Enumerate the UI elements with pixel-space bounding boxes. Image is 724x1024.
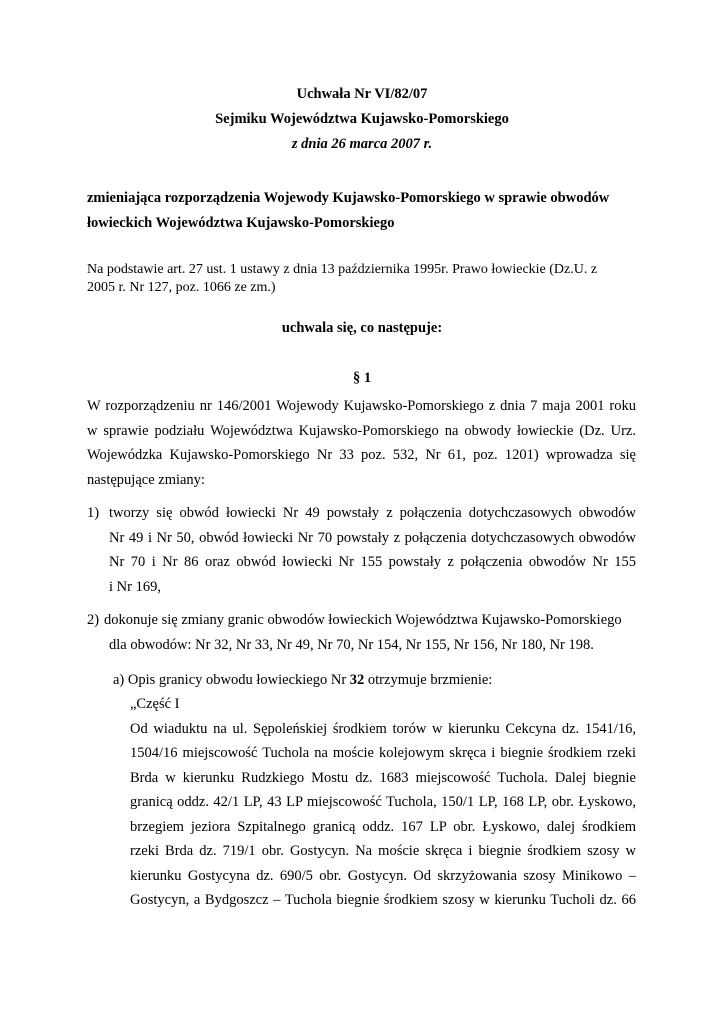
description-line: brzegiem jeziora Szpitalnego granicą oddz. 167 LP obr. Łyskowo, dalej środkiem — [130, 818, 636, 835]
item-2-marker: 2) — [87, 612, 100, 628]
description-line: granicą oddz. 42/1 LP, 43 LP miejscowość Tuchola, 150/1 LP, 168 LP, obr. Łyskowo, — [130, 794, 636, 810]
section-heading: § 1 — [352, 370, 372, 386]
intro-line: Wojewódzka Kujawsko-Pomorskiego Nr 33 poz. 532, Nr 61, poz. 1201) wprowadza się — [87, 447, 636, 463]
intro-line: w sprawie podziału Województwa Kujawsko-Pomorskiego na obwody łowieckie (Dz. Urz. — [87, 422, 636, 439]
description-line: 1504/16 miejscowość Tuchola na moście kolejowym skręca i biegnie środkiem rzeki — [130, 745, 636, 761]
resolution-subject — [87, 186, 647, 235]
item-line: dokonuje się zmiany granic obwodów łowieckich Województwa Kujawsko-Pomorskiego — [104, 612, 622, 628]
legal-basis-line: Na podstawie art. 27 ust. 1 ustawy z dnia 13 października 1995r. Prawo łowieckie (Dz.U. z — [87, 262, 598, 277]
resolution-title: Uchwała Nr VI/82/07 — [296, 86, 428, 102]
sub-a-heading — [113, 668, 636, 693]
resolution-date: z dnia 26 marca 2007 r. — [291, 136, 433, 152]
description-line: rzeki Brda dz. 719/1 obr. Gostycyn. Na moście skręca i biegnie środkiem szosy w — [130, 843, 636, 859]
resolution-issuer: Sejmiku Województwa Kujawsko-Pomorskiego — [215, 111, 509, 127]
legal-basis-line: 2005 r. Nr 127, poz. 1066 ze zm.) — [87, 280, 276, 295]
item-2-text — [104, 608, 636, 657]
intro-line: W rozporządzeniu nr 146/2001 Wojewody Kujawsko-Pomorskiego z dnia 7 maja 2001 roku — [87, 398, 636, 414]
section-intro — [87, 394, 636, 492]
legal-basis — [87, 261, 647, 297]
item-line: dla obwodów: Nr 32, Nr 33, Nr 49, Nr 70, Nr 154, Nr 155, Nr 156, Nr 180, Nr 198. — [109, 636, 594, 653]
district-description — [130, 692, 636, 913]
item-line: Nr 49 i Nr 50, obwód łowiecki Nr 70 powstały z połączenia dotychczasowych obwodów — [109, 529, 636, 546]
resolves-statement: uchwala się, co następuje: — [281, 320, 443, 336]
description-line: Gostycyn, a Bydgoszcz – Tuchola biegnie środkiem szosy w kierunku Tucholi dz. 66 — [130, 892, 636, 908]
item-1-marker: 1) — [87, 505, 100, 521]
subject-line: łowieckich Województwa Kujawsko-Pomorskiego — [87, 214, 395, 231]
description-line: kierunku Gostycyna dz. 690/5 obr. Gostycyn. Od skrzyżowania szosy Minikowo – — [130, 867, 636, 884]
sub-a-prefix: a) Opis granicy obwodu łowieckiego Nr — [113, 672, 350, 688]
item-line: i Nr 169, — [109, 578, 161, 595]
description-line: Od wiaduktu na ul. Sępoleńskiej środkiem torów w kierunku Cekcyna dz. 1541/16, — [130, 720, 636, 737]
part-label: „Część I — [130, 696, 180, 712]
intro-line: następujące zmiany: — [87, 471, 205, 488]
description-line: Brda w kierunku Rudzkiego Mostu dz. 1683 miejscowość Tuchola. Dalej biegnie — [130, 769, 636, 786]
item-line: tworzy się obwód łowiecki Nr 49 powstały z połączenia dotychczasowych obwodów — [109, 505, 636, 521]
district-number: 32 — [349, 672, 365, 688]
item-1-text — [109, 501, 636, 599]
sub-a-suffix: otrzymuje brzmienie: — [364, 672, 493, 688]
subject-line: zmieniająca rozporządzenia Wojewody Kujawsko-Pomorskiego w sprawie obwodów — [87, 190, 610, 206]
item-line: Nr 70 i Nr 86 oraz obwód łowiecki Nr 155 powstały z połączenia obwodów Nr 155 — [109, 554, 636, 570]
